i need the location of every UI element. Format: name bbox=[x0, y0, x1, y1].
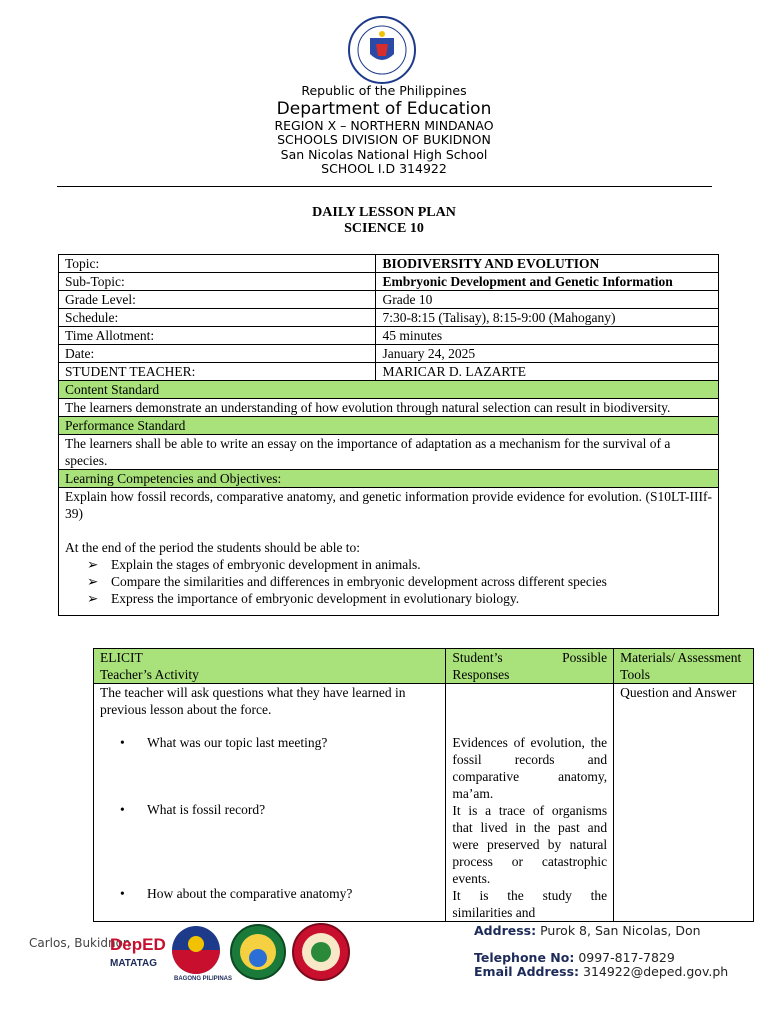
document-title: DAILY LESSON PLAN bbox=[312, 205, 456, 220]
san-nicolas-nhs-logo bbox=[293, 924, 349, 980]
grade-value: Grade 10 bbox=[376, 291, 719, 309]
schedule-label: Schedule: bbox=[59, 309, 376, 327]
responses-cell bbox=[446, 684, 614, 922]
time-value: 45 minutes bbox=[376, 327, 719, 345]
teacher-activity-cell bbox=[94, 684, 446, 922]
arrow-bullet-icon: ➢ bbox=[87, 574, 99, 589]
materials-header: Materials/ Assessment Tools bbox=[614, 649, 754, 684]
elicit-table bbox=[93, 648, 754, 922]
topic-label: Topic: bbox=[59, 255, 376, 273]
footer-email: Email Address: 314922@deped.gov.ph bbox=[474, 964, 729, 979]
footer-address-continued: Carlos, Bukidnon bbox=[29, 936, 131, 950]
performance-standard-heading: Performance Standard bbox=[59, 417, 719, 435]
department-name: Department of Education bbox=[276, 98, 492, 119]
grade-label: Grade Level: bbox=[59, 291, 376, 309]
content-standard-heading: Content Standard bbox=[59, 381, 719, 399]
bagong-pilipinas-logo bbox=[172, 926, 232, 982]
schedule-row bbox=[59, 309, 719, 327]
competencies-heading: Learning Competencies and Objectives: bbox=[59, 470, 719, 488]
question-item: • What is fossil record? bbox=[120, 802, 266, 817]
competencies-text: Explain how fossil records, comparative anatomy, and genetic information provide evidence for evolution. (S10LT-IIIf-39) bbox=[65, 489, 712, 521]
division-bukidnon-logo bbox=[231, 925, 285, 979]
footer-address: Address: Purok 8, San Nicolas, Don bbox=[474, 923, 701, 938]
date-row bbox=[59, 345, 719, 363]
schedule-value: 7:30-8:15 (Talisay), 8:15-9:00 (Mahogany) bbox=[376, 309, 719, 327]
footer-logos bbox=[108, 922, 408, 986]
topic-row bbox=[59, 255, 719, 273]
region-line: REGION X – NORTHERN MINDANAO bbox=[274, 117, 494, 133]
elicit-header-row bbox=[94, 649, 754, 684]
question-item: • What was our topic last meeting? bbox=[120, 735, 328, 750]
elicit-body-row bbox=[94, 684, 754, 922]
bullet-icon: • bbox=[120, 886, 125, 901]
elicit-activity-header: ELICIT Teacher’s Activity bbox=[94, 649, 446, 684]
performance-standard-text: The learners shall be able to write an essay on the importance of adaptation as a mechanism for the survival of a species. bbox=[59, 435, 719, 470]
teacher-value: MARICAR D. LAZARTE bbox=[376, 363, 719, 381]
teacher-label: STUDENT TEACHER: bbox=[59, 363, 376, 381]
republic-line: Republic of the Philippines bbox=[301, 83, 467, 98]
answer-item: Evidences of evolution, the fossil records and comparative anatomy, ma’am. bbox=[452, 735, 608, 801]
grade-row bbox=[59, 291, 719, 309]
svg-text:MATATAG: MATATAG bbox=[110, 958, 158, 969]
subtopic-label: Sub-Topic: bbox=[59, 273, 376, 291]
material-cell: Question and Answer bbox=[614, 684, 754, 922]
letterhead bbox=[0, 84, 768, 177]
objective-item: ➢ Explain the stages of embryonic development in animals. bbox=[87, 557, 421, 572]
subtopic-row bbox=[59, 273, 719, 291]
bullet-icon: • bbox=[120, 735, 125, 750]
responses-header: Student’s Possible Responses bbox=[446, 649, 614, 684]
deped-matatag-logo bbox=[110, 935, 166, 969]
objectives-list bbox=[65, 556, 712, 607]
question-list bbox=[100, 734, 439, 902]
answer-item: It is the study the similarities and bbox=[452, 888, 608, 920]
competencies-cell bbox=[59, 488, 719, 616]
objective-item: ➢ Compare the similarities and differences in embryonic development across different species bbox=[87, 574, 607, 589]
content-standard-text: The learners demonstrate an understanding of how evolution through natural selection can result in biodiversity. bbox=[59, 399, 719, 417]
objective-item: ➢ Express the importance of embryonic development in evolutionary biology. bbox=[87, 591, 520, 606]
school-name: San Nicolas National High School bbox=[280, 146, 488, 162]
teacher-row bbox=[59, 363, 719, 381]
svg-text:DepED: DepED bbox=[110, 935, 166, 954]
header-divider bbox=[57, 186, 712, 187]
deped-seal-logo bbox=[340, 14, 424, 86]
topic-value: BIODIVERSITY AND EVOLUTION bbox=[376, 255, 719, 273]
arrow-bullet-icon: ➢ bbox=[87, 557, 99, 572]
question-item: • How about the comparative anatomy? bbox=[120, 886, 353, 901]
bullet-icon: • bbox=[120, 802, 125, 817]
answer-item: It is a trace of organisms that lived in the past and were preserved by natural process or catastrophic events. bbox=[452, 803, 608, 886]
lesson-info-table bbox=[58, 254, 719, 616]
arrow-bullet-icon: ➢ bbox=[87, 591, 99, 606]
svg-text:BAGONG PILIPINAS: BAGONG PILIPINAS bbox=[174, 976, 233, 982]
subtopic-value: Embryonic Development and Genetic Information bbox=[376, 273, 719, 291]
time-label: Time Allotment: bbox=[59, 327, 376, 345]
document-subject: SCIENCE 10 bbox=[344, 221, 424, 236]
footer-phone: Telephone No: 0997-817-7829 bbox=[474, 950, 675, 965]
date-value: January 24, 2025 bbox=[376, 345, 719, 363]
date-label: Date: bbox=[59, 345, 376, 363]
objectives-intro: At the end of the period the students should be able to: bbox=[65, 540, 361, 555]
time-row bbox=[59, 327, 719, 345]
elicit-intro: The teacher will ask questions what they have learned in previous lesson about the force. bbox=[100, 685, 406, 717]
school-id: SCHOOL I.D 314922 bbox=[321, 161, 447, 176]
division-line: SCHOOLS DIVISION OF BUKIDNON bbox=[277, 132, 491, 147]
